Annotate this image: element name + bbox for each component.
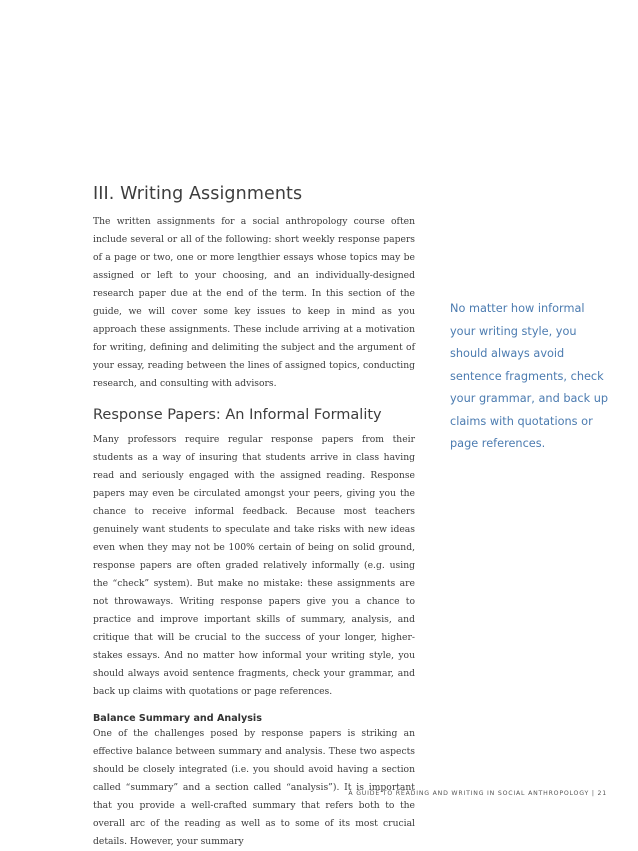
response-papers-paragraph: Many professors require regular response papers from their students as a way of insuring that students arrive in class having read and seriously engaged with the assigned reading. Response papers may even be circulated amongst your peers, giving you the chance to receive informal feedback. Because most teachers genuinely want students to speculate and take risks with new ideas even when they may not be 100% certain of being on solid ground, response papers are often graded relatively informally (e.g. using the “check” system). But make no mistake: these assignments are not throwaways. Writing response papers give you a chance to practice and improve important skills of summary, analysis, and critique that will be crucial to the success of your longer, higher-stakes essays. And no matter how informal your writing style, you should always avoid sentence fragments, check your grammar, and back up claims with quotations or page references.	[93, 434, 415, 697]
intro-paragraph: The written assignments for a social anthropology course often include several or all of the following: short weekly response papers of a page or two, one or more lengthier essays whose topics may be assigned or left to your choosing, and an individually-designed research paper due at the end of the term. In this section of the guide, we will cover some key issues to keep in mind as you approach these assignments. These include arriving at a motivation for writing, defining and delimiting the subject and the argument of your essay, reading between the lines of assigned topics, conducting research, and consulting with advisors.	[93, 216, 415, 389]
main-column	[93, 184, 415, 851]
pull-quote: No matter how informal your writing style, you should always avoid sentence fragments, check your grammar, and back up claims with quotations or page references.	[450, 302, 609, 450]
page-footer: A GUIDE TO READING AND WRITING IN SOCIAL ANTHROPOLOGY | 21	[348, 790, 607, 797]
response-papers-title: Response Papers: An Informal Formality	[93, 407, 382, 423]
balance-paragraph: One of the challenges posed by response papers is striking an effective balance between summary and analysis. These two aspects should be closely integrated (i.e. you should avoid having a section called “summary” and a section called “analysis”). It is important that you provide a well-crafted summary that refers both to the overall arc of the reading as well as to some of its most crucial details. However, your summary	[93, 728, 415, 847]
balance-heading: Balance Summary and Analysis	[93, 713, 262, 724]
section-title: III. Writing Assignments	[93, 184, 303, 204]
